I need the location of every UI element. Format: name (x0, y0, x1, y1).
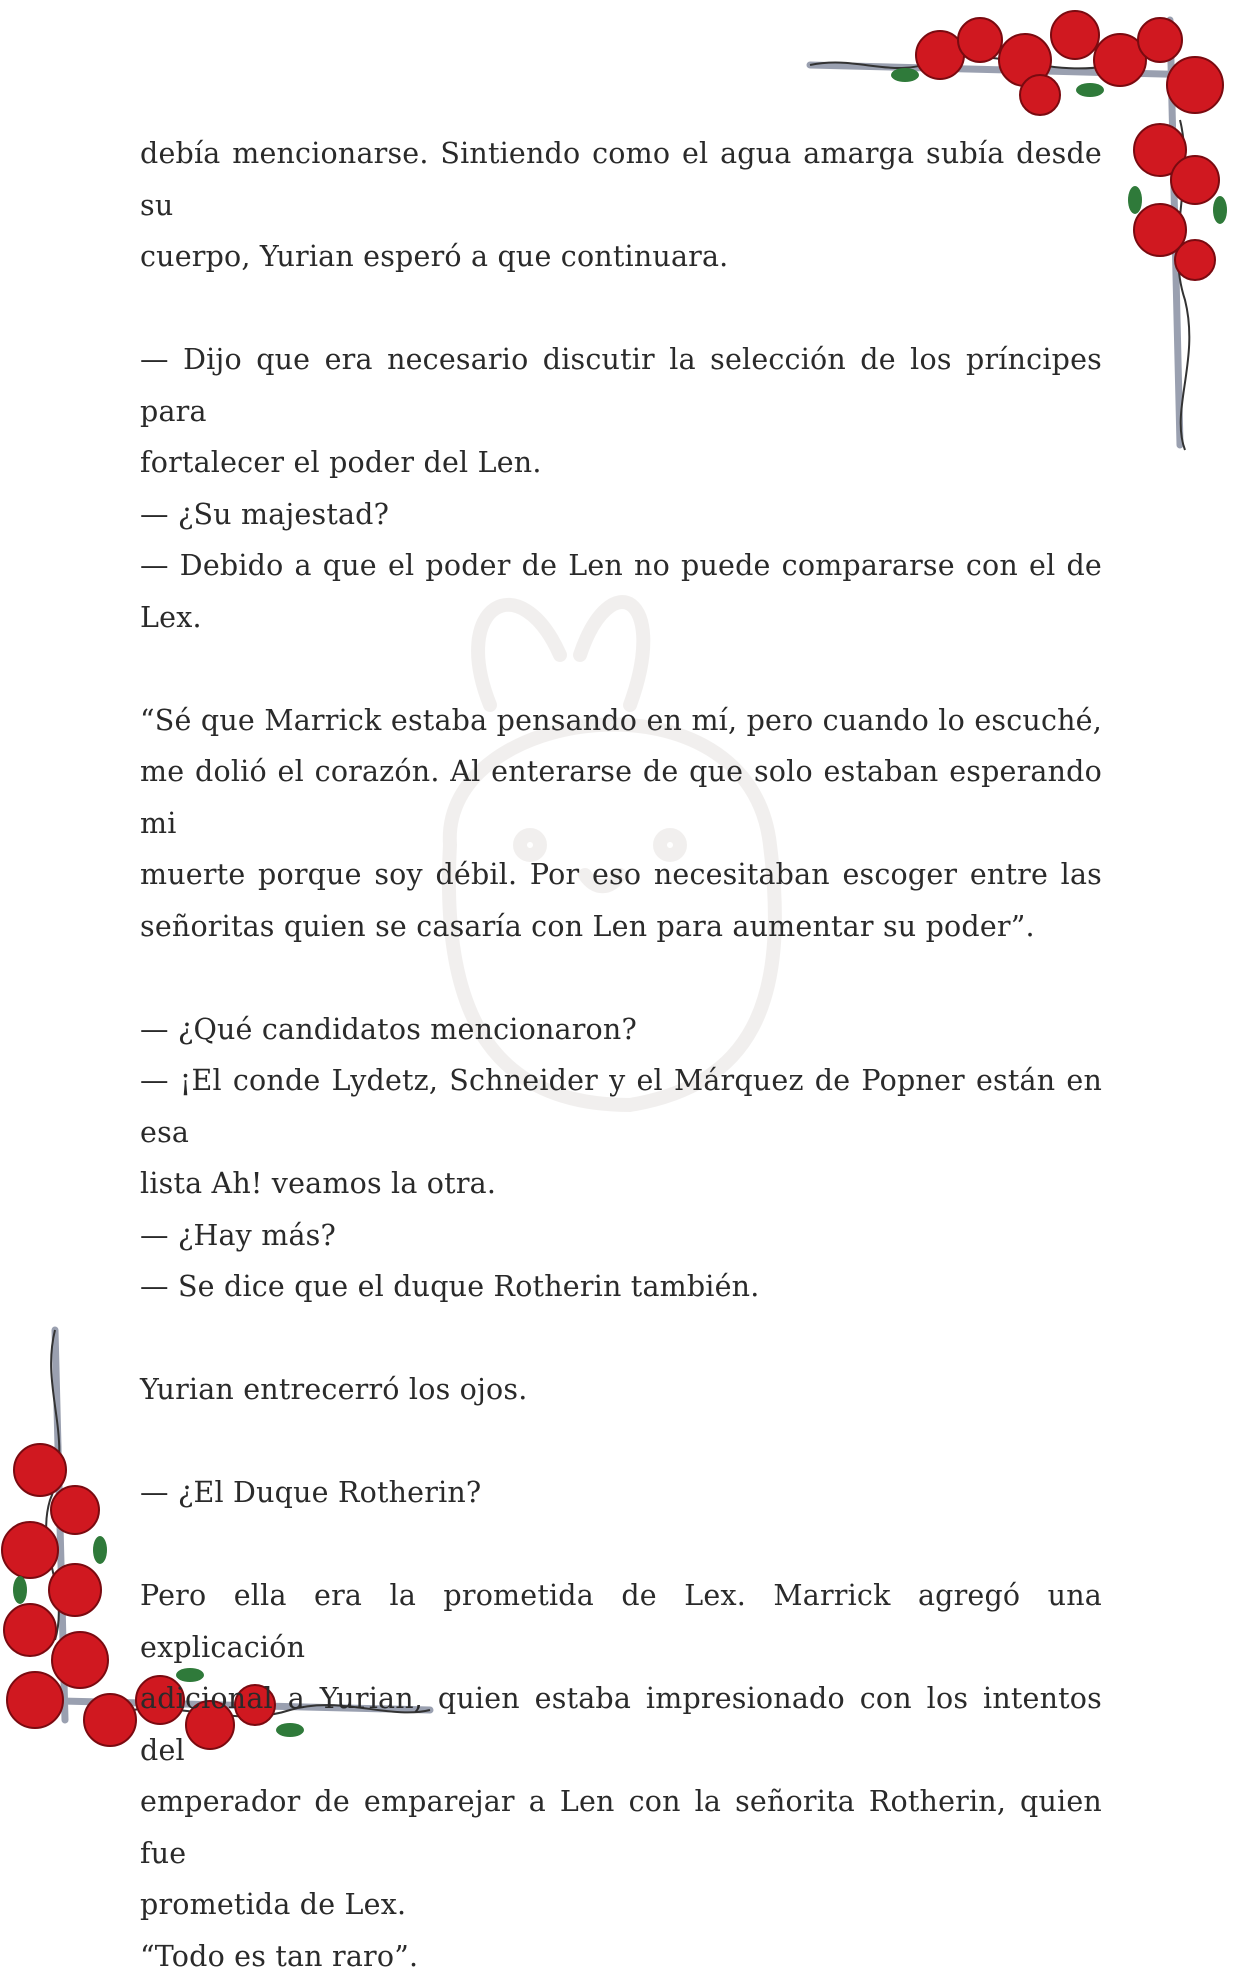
paragraph-gap (140, 1416, 1102, 1468)
text-line: Pero ella era la prometida de Lex. Marrick agregó una explicación (140, 1570, 1102, 1673)
text-line: Yurian entrecerró los ojos. (140, 1364, 1102, 1416)
text-line: muerte porque soy débil. Por eso necesitaban escoger entre las (140, 849, 1102, 901)
text-line: “Sé que Marrick estaba pensando en mí, pero cuando lo escuché, (140, 695, 1102, 747)
text-line: — ¡El conde Lydetz, Schneider y el Márquez de Popner están en esa (140, 1055, 1102, 1158)
text-line: — Dijo que era necesario discutir la selección de los príncipes para (140, 334, 1102, 437)
document-body (140, 128, 1102, 1982)
text-line: — Debido a que el poder de Len no puede compararse con el de (140, 540, 1102, 592)
paragraph-gap (140, 643, 1102, 695)
text-line: — ¿Hay más? (140, 1210, 1102, 1262)
text-line: “Todo es tan raro”. (140, 1931, 1102, 1982)
paragraph-gap (140, 1519, 1102, 1571)
text-line: adicional a Yurian, quien estaba impresionado con los intentos del (140, 1673, 1102, 1776)
text-line: fortalecer el poder del Len. (140, 437, 1102, 489)
text-line: prometida de Lex. (140, 1879, 1102, 1931)
text-line: — ¿Su majestad? (140, 489, 1102, 541)
text-line: Lex. (140, 592, 1102, 644)
text-line: debía mencionarse. Sintiendo como el agua amarga subía desde su (140, 128, 1102, 231)
text-line: me dolió el corazón. Al enterarse de que solo estaban esperando mi (140, 746, 1102, 849)
text-line: lista Ah! veamos la otra. (140, 1158, 1102, 1210)
paragraph-gap (140, 1313, 1102, 1365)
text-line: señoritas quien se casaría con Len para aumentar su poder”. (140, 901, 1102, 953)
paragraph-gap (140, 952, 1102, 1004)
text-line: — ¿El Duque Rotherin? (140, 1467, 1102, 1519)
text-line: emperador de emparejar a Len con la señorita Rotherin, quien fue (140, 1776, 1102, 1879)
text-line: — Se dice que el duque Rotherin también. (140, 1261, 1102, 1313)
paragraph-gap (140, 283, 1102, 335)
text-line: — ¿Qué candidatos mencionaron? (140, 1004, 1102, 1056)
text-line: cuerpo, Yurian esperó a que continuara. (140, 231, 1102, 283)
